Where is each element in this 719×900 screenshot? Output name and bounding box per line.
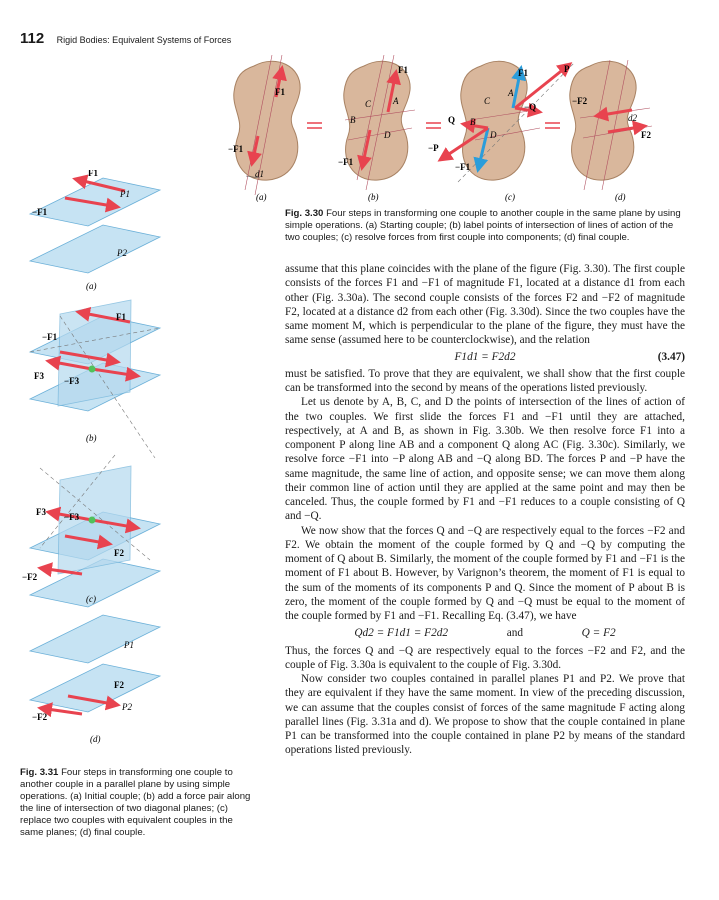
equation-3-47 xyxy=(285,350,685,364)
label-P: P xyxy=(564,64,570,74)
fig330-panel-b: (b) xyxy=(368,192,379,202)
label-D-b: D xyxy=(384,130,391,140)
fig331a-negF1: −F1 xyxy=(32,207,48,217)
paragraph-2: must be satisfied. To prove that they are equivalent, we shall show that the first couple can be transformed into the second by means of the operations listed previously. xyxy=(285,367,685,394)
fig331c-F2: F2 xyxy=(114,548,124,558)
fig331-panel-d: (d) xyxy=(90,734,101,744)
label-A-c: A xyxy=(508,88,514,98)
label-negP: −P xyxy=(428,143,439,153)
fig331-panel-b: (b) xyxy=(86,433,97,443)
fig330-caption-label: Fig. 3.30 xyxy=(285,208,324,219)
paragraph-6: Now consider two couples contained in parallel planes P1 and P2. We prove that they are equivalent if they have the same moment. In view of the preceding discussion, we can assume that the couples consist of forces of the same magnitude F acting along parallel lines (Fig. 3.31a and d). We propose to show that the couple contained in plane P1 can be transformed into the couple contained in plane P2 by means of the standard operations listed previously. xyxy=(285,673,685,757)
paragraph-1: assume that this plane coincides with the plane of the figure (Fig. 3.30). The first couple consists of the forces F1 and −F1 of magnitude F1, located at a distance d1 from each other (Fig. 3.30a). The second couple consists of the forces F2 and −F2 of magnitude F2, located at a distance d2 from each other (Fig. 3.30d). Since the two couples have the same moment M, which is perpendicular to the plane of the figure, they must have the same sense (assumed here to be counterclockwise), and the relation xyxy=(285,263,685,347)
fig330-panel-d: (d) xyxy=(615,192,626,202)
label-negF1-a: −F1 xyxy=(228,144,244,154)
fig331a-P2: P2 xyxy=(117,248,127,258)
fig331b-negF3: −F3 xyxy=(64,376,80,386)
label-C-b: C xyxy=(365,99,372,109)
label-d1: d1 xyxy=(255,169,264,179)
figure-3-30 xyxy=(200,55,700,205)
fig331c-negF2: −F2 xyxy=(22,572,38,582)
fig331c-point xyxy=(89,517,96,524)
label-negF2-d: −F2 xyxy=(572,96,588,106)
fig330-panel-a: (a) xyxy=(256,192,267,202)
equation-3-47-number: (3.47) xyxy=(657,350,685,363)
fig331-caption xyxy=(20,767,252,839)
fig331d-P2: P2 xyxy=(122,702,132,712)
label-Q: Q xyxy=(448,115,456,125)
equation-q-and: and xyxy=(506,627,523,640)
fig331-panel-a: (a) xyxy=(86,281,97,291)
fig331-panel-c: (c) xyxy=(86,594,96,604)
fig330-caption-text: Four steps in transforming one couple to another couple in the same plane by using simple operations. (a) Starting couple; (b) label points of intersection of lines of action of the two couples; (c) resolve forces from first couple into components; (d) final couple. xyxy=(285,208,681,243)
fig331b-F1: F1 xyxy=(116,312,126,322)
figure-3-31 xyxy=(20,170,260,760)
label-negF1-b: −F1 xyxy=(338,157,354,167)
running-header xyxy=(20,30,231,48)
label-B-b: B xyxy=(350,115,356,125)
label-B-c: B xyxy=(470,117,476,127)
rigid-body-d xyxy=(570,61,636,180)
fig331c-negF3: −F3 xyxy=(64,512,80,522)
fig331b-negF1: −F1 xyxy=(42,332,58,342)
fig331b-point xyxy=(89,366,96,373)
equals-signs xyxy=(307,123,560,128)
fig331c-F3: F3 xyxy=(36,507,46,517)
body-text xyxy=(285,262,685,758)
label-C-c: C xyxy=(484,96,491,106)
paragraph-5: Thus, the forces Q and −Q are respectively equal to the forces −F2 and F2, and the couple of Fig. 3.30a is equivalent to the couple of Fig. 3.30d. xyxy=(285,644,685,671)
page-number: 112 xyxy=(20,30,45,47)
label-D-c: D xyxy=(490,130,497,140)
fig331d-negF2: −F2 xyxy=(32,712,48,722)
fig330-panel-c: (c) xyxy=(505,192,515,202)
equation-q-a: Qd2 = F1d1 = F2d2 xyxy=(354,627,449,640)
paragraph-3: Let us denote by A, B, C, and D the points of intersection of the lines of action of the two couples. We first slide the forces F1 and −F1 until they are attached, respectively, at A and B, as shown in Fig. 3.30b. We then resolve force F1 into a component P along line AB and a component Q along AC (Fig. 3.30c). Similarly, we resolve force −F1 into −P along AB and −Q along BD. The forces P and −P have the same magnitude, the same line of action, and opposite sense; we can move them along their common line of action until they are applied at the same point and may then be canceled. Thus, the couple formed by F1 and −F1 reduces to a couple consisting of Q and −Q. xyxy=(285,396,685,523)
fig331d-P1: P1 xyxy=(124,640,134,650)
label-F1-a: F1 xyxy=(275,87,285,97)
fig331a-P1: P1 xyxy=(120,189,130,199)
label-F1-b: F1 xyxy=(398,65,408,75)
fig331a-F1: F1 xyxy=(88,170,98,178)
fig331b-F3: F3 xyxy=(34,371,44,381)
paragraph-4: We now show that the forces Q and −Q are respectively equal to the forces −F2 and F2. We obtain the moment of the couple formed by Q and −Q by computing the moment of Q about B. Similarly, the moment of the couple formed by F1 and −F1 is the moment of F1 about B. However, by Varignon’s theorem, the moment of F1 is equal to the sum of the moments of its components P and Q. Since the moment of P about B is zero, the moment of the couple formed by Q and −Q must be equal to the moment of the couple formed by F1 and −F1. Recalling Eq. (3.47), we have xyxy=(285,524,685,622)
label-d2: d2 xyxy=(628,113,637,123)
label-negF1-c: −F1 xyxy=(455,162,471,172)
fig330-caption xyxy=(285,208,685,244)
equation-q-b: Q = F2 xyxy=(581,627,616,640)
equation-3-47-expr: F1d1 = F2d2 xyxy=(454,350,516,363)
label-negQ: −Q xyxy=(524,102,537,112)
fig331d-F2: F2 xyxy=(114,680,124,690)
fig331-caption-text: Four steps in transforming one couple to another couple in a parallel plane by using simple operations. (a) Initial couple; (b) add a force pair along the line of intersection of two diagonal planes; (c) replace two couples with equivalent couples in the same planes; (d) final couple. xyxy=(20,767,251,838)
fig331-caption-label: Fig. 3.31 xyxy=(20,767,59,778)
label-F2-d: F2 xyxy=(641,130,651,140)
label-F1-c: F1 xyxy=(518,68,528,78)
running-title: Rigid Bodies: Equivalent Systems of Forces xyxy=(56,35,232,45)
equation-q xyxy=(325,626,645,640)
label-A-b: A xyxy=(393,96,399,106)
fig331-planes xyxy=(30,178,160,712)
